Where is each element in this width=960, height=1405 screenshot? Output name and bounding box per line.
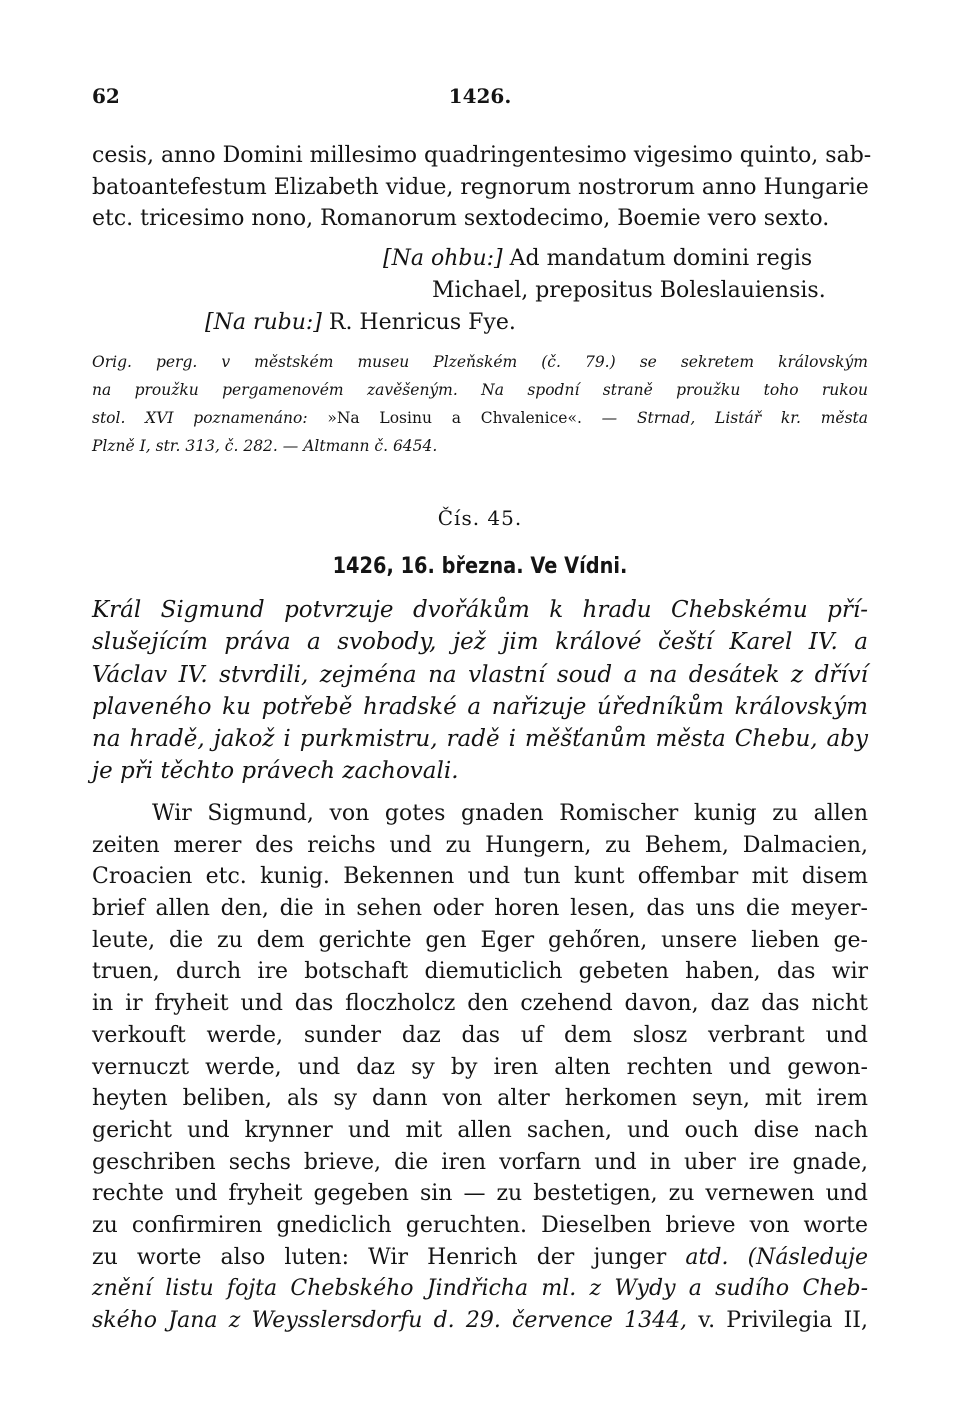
- note-line: Plzně I, str. 313, č. 282. — Altmann č. 6454.: [92, 437, 438, 455]
- note-text: stol. XVI poznamenáno:: [92, 409, 328, 427]
- editorial-note: atd. (Následuje: [685, 1244, 868, 1270]
- signature-text: R. Henricus Fye.: [328, 310, 516, 335]
- text-line: leute, die zu dem gerichte gen Eger gehőren, unsere lieben ge-: [92, 927, 868, 953]
- note-line: Orig. perg. v městském museu Plzeňském (č. 79.) se sekretem královským: [92, 353, 868, 371]
- text-line: zeiten merer des reichs und zu Hungern, zu Behem, Dalmacien,: [92, 832, 868, 858]
- regest-line: je při těchto právech zachovali.: [92, 758, 459, 785]
- editorial-note: ského Jana z Weysslersdorfu d. 29. července 1344,: [92, 1308, 699, 1333]
- note-line: na proužku pergamenovém zavěšeným. Na spodní straně proužku toho rukou: [92, 381, 868, 399]
- text-line: [92, 1305, 868, 1337]
- running-title-year: 1426.: [448, 84, 512, 108]
- text-line: rechte und fryheit gegeben sin — zu bestetigen, zu vernewen und: [92, 1181, 868, 1207]
- document-text: [92, 798, 868, 1337]
- signature-line-edge: [205, 308, 516, 338]
- note-quote: »Na Losinu a Chvalenice«.: [327, 409, 582, 427]
- text-line: etc. tricesimo nono, Romanorum sextodecimo, Boemie vero sexto.: [92, 206, 830, 232]
- archival-note: [92, 348, 868, 460]
- previous-document-ending: [92, 140, 872, 235]
- regest-line: Václav IV. stvrdili, zejména na vlastní soud a na desátek z dříví: [92, 661, 868, 688]
- text-line: cesis, anno Domini millesimo quadringentesimo vigesimo quinto, sab-: [92, 143, 872, 168]
- text-line: Wir Sigmund, von gotes gnaden Romischer kunig zu allen: [152, 801, 868, 826]
- signature-line-provost: [432, 276, 826, 306]
- text-line: batoantefestum Elizabeth vidue, regnorum nostrorum anno Hungarie: [92, 174, 869, 200]
- regest-line: slušejícím práva a svobody, jež jim králové čeští Karel IV. a: [92, 629, 868, 656]
- text-segment: zu worte also luten: Wir Henrich der junger: [92, 1244, 686, 1270]
- editorial-note-line: znění listu fojta Chebského Jindřicha ml. z Wydy a sudího Cheb-: [92, 1276, 868, 1302]
- regest-summary: [92, 594, 868, 788]
- note-text: — Strnad, Listář kr. města: [581, 409, 868, 427]
- signature-location-label: [Na rubu:]: [205, 310, 322, 335]
- text-line: in ir fryheit und das floczholcz den czehend davon, daz das nicht: [92, 991, 868, 1017]
- regest-line: Král Sigmund potvrzuje dvořákům k hradu Chebskému pří-: [92, 597, 868, 623]
- page-number: 62: [92, 84, 120, 108]
- regest-line: na hradě, jakož i purkmistru, radě i měšťanům města Chebu, aby: [92, 726, 868, 753]
- text-line: truen, durch ire botschaft diemuticlich gebeten haben, das wir: [92, 959, 868, 985]
- document-date-heading: 1426, 16. března. Ve Vídni.: [332, 554, 628, 579]
- signature-location-label: [Na ohbu:]: [383, 246, 503, 271]
- signature-text: Ad mandatum domini regis: [509, 246, 813, 271]
- text-line: brief allen den, die in sehen oder horen lesen, das uns die meyer-: [92, 896, 868, 922]
- signature-line-fold: [383, 244, 812, 274]
- note-line: [92, 404, 868, 432]
- signature-text: Michael, prepositus Boleslauiensis.: [432, 278, 826, 303]
- text-segment: v. Privilegia II,: [698, 1308, 868, 1333]
- text-line: geschriben sechs brieve, die iren vorfarn und in uber ire gnade,: [92, 1149, 868, 1175]
- text-line: Croacien etc. kunig. Bekennen und tun kunt offembar mit disem: [92, 864, 868, 890]
- text-line: heyten beliben, als sy dann von alter herkomen seyn, mit irem: [92, 1086, 868, 1112]
- text-line: [92, 1242, 868, 1274]
- text-line: vernuczt werde, und daz sy by iren alten rechten und gewon-: [92, 1054, 868, 1080]
- text-line: zu confirmiren gnediclich geruchten. Dieselben brieve von worte: [92, 1212, 868, 1238]
- document-number: Čís. 45.: [437, 506, 523, 530]
- text-line: verkouft werde, sunder daz das uf dem slosz verbrant und: [92, 1022, 868, 1048]
- running-header: [92, 84, 868, 110]
- text-line: gericht und krynner und mit allen sachen, und ouch dise nach: [92, 1117, 868, 1143]
- regest-line: plaveného ku potřebě hradské a nařizuje úředníkům královským: [92, 693, 868, 720]
